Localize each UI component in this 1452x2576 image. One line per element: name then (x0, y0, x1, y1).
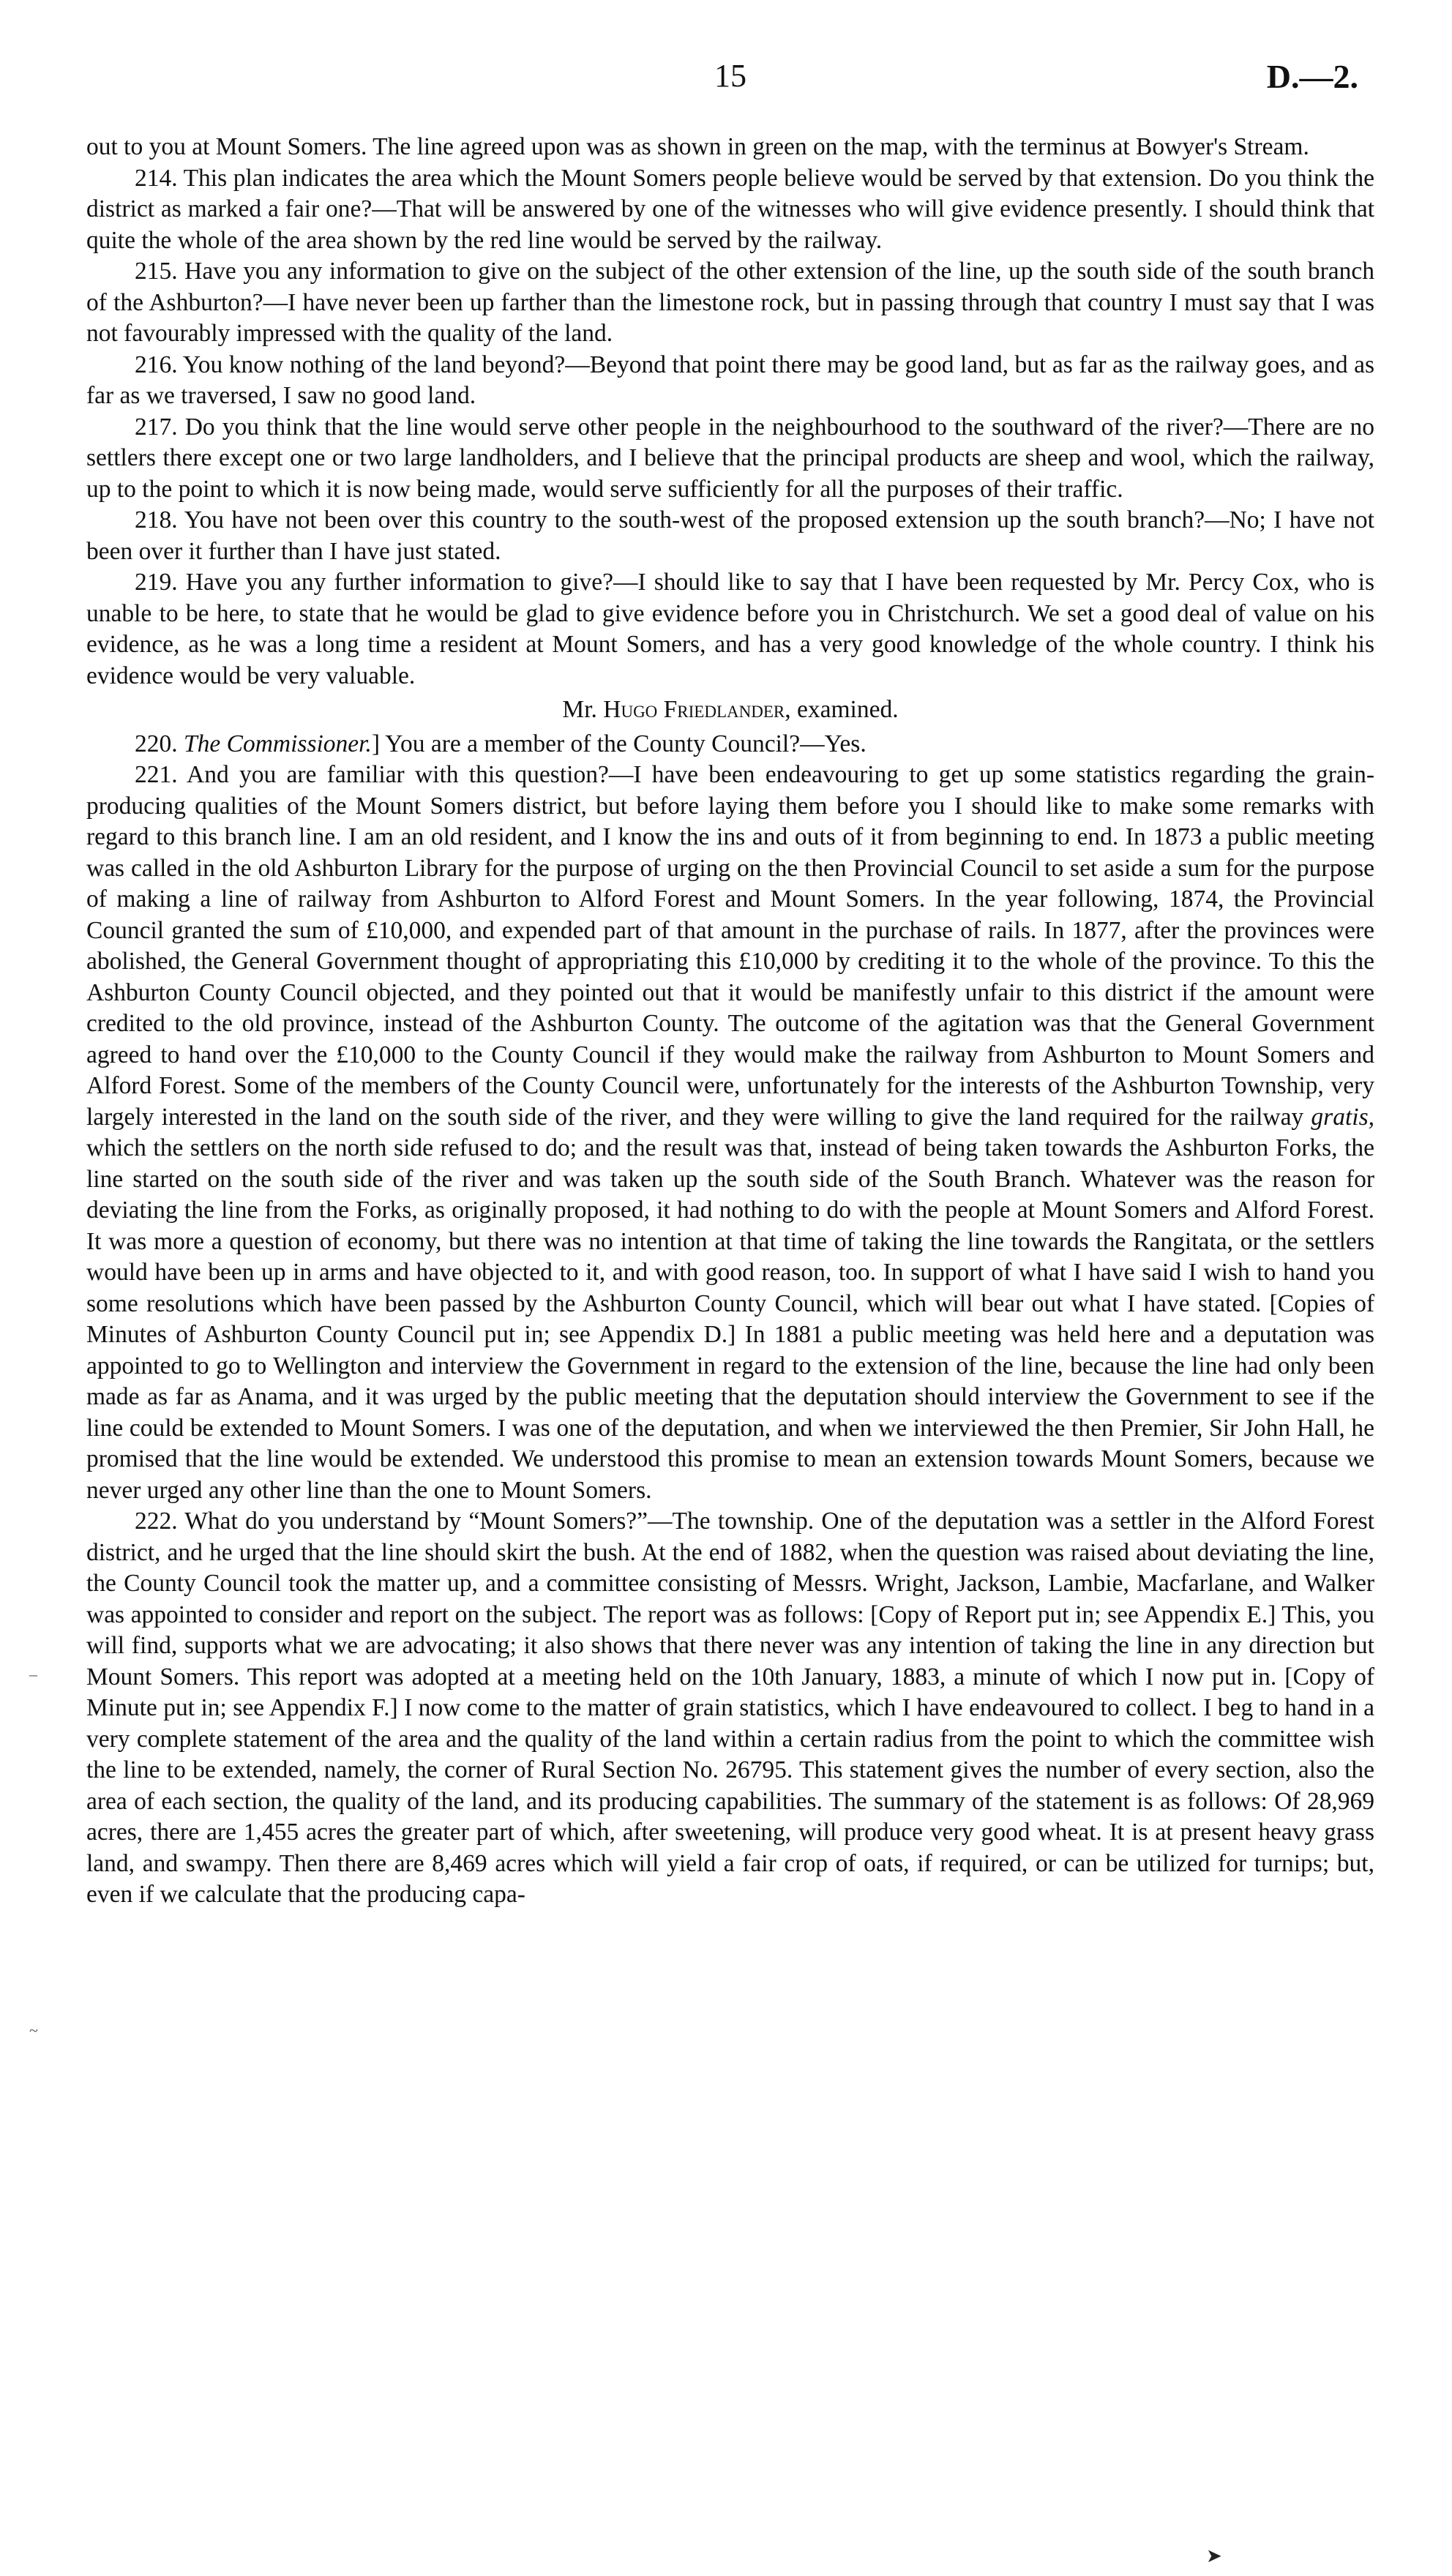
paragraph-text: What do you understand by “Mount Somers?”—The township. One of the deputation was a settler in the Alford Forest district, and he urged that the line should skirt the bush. At the end of 1882, when the question was raised about deviating the line, the County Council took the matter up, and a committee consisting of Messrs. Wright, Jackson, Lambie, Macfarlane, and Walker was appointed to consider and report on the subject. The report was as follows: [Copy of Report put in; see Appendix E.] This, you will find, supports what we are advocating; it also shows that there never was any intention of taking the line in any direction but Mount Somers. This report was adopted at a meeting held on the 10th January, 1883, a minute of which I now put in. [Copy of Minute put in; see Appendix F.] I now come to the matter of grain statistics, which I have endeavoured to collect. I beg to hand in a very complete statement of the area and the quality of the land within a certain radius from the point to which the committee wish the line to be extended, namely, the corner of Rural Section No. 26795. This statement gives the number of every section, also the area of each section, the quality of the land, and its producing capabilities. The summary of the statement is as follows: Of 28,969 acres, there are 1,455 acres the greater part of which, after sweetening, will produce very good wheat. It is at present heavy grass land, and swampy. Then there are 8,469 acres which will yield a fair crop of oats, if required, or can be utilized for turnips; but, even if we calculate that the producing capa- (86, 1508, 1374, 1908)
question-number: 219. (135, 569, 178, 596)
paragraph-222 (86, 1506, 1374, 1911)
paragraph-215 (86, 256, 1374, 350)
question-number: 215. (135, 258, 178, 285)
paragraph-218 (86, 505, 1374, 567)
witness-name: Hugo Friedlander (603, 696, 785, 723)
question-number: 217. (135, 413, 178, 441)
page-header (86, 51, 1374, 132)
paragraph-text: This plan indicates the area which the Mount Somers people believe would be served by that extension. Do you think the district as marked a fair one?—That will be answered by one of the witnesses who will give evidence presently. I should think that quite the whole of the area shown by the red line would be served by the railway. (86, 164, 1374, 254)
question-number: 221. (135, 761, 178, 788)
document-page (86, 51, 1374, 1911)
paragraph-214 (86, 163, 1374, 257)
paragraph-text: out to you at Mount Somers. The line agreed upon was as shown in green on the map, with the terminus at Bowyer's Stream. (86, 133, 1309, 160)
paragraph-text: You have not been over this country to the south-west of the proposed extension up the south branch?—No; I have not been over it further than I have just stated. (86, 506, 1374, 565)
witness-prefix: Mr. (562, 696, 604, 723)
paragraph-text: And you are familiar with this question?—I have been endeavouring to get up some statistics regarding the grain-producing qualities of the Mount Somers district, but before laying them before you I should like to make some remarks with regard to this branch line. I am an old resident, and I know the ins and outs of it from beginning to end. In 1873 a public meeting was called in the old Ashburton Library for the purpose of urging on the then Provincial Council to set aside a sum for the purpose of making a line of railway from Ashburton to Alford Forest and Mount Somers. In the year following, 1874, the Provincial Council granted the sum of £10,000, and expended part of that amount in the purchase of rails. In 1877, after the provinces were abolished, the General Government thought of appropriating this £10,000 by crediting it to the whole of the province. To this the Ashburton County Council objected, and they pointed out that it would be manifestly unfair to this district if the amount were credited to the old province, instead of the Ashburton County. The outcome of the agitation was that the General Government agreed to hand over the £10,000 to the County Council if they would make the railway from Ashburton to Mount Somers and Alford Forest. Some of the members of the County Council were, unfortunately for the interests of the Ashburton Township, very largely interested in the land on the south side of the river, and they were willing to give the land required for the railway (86, 761, 1374, 1131)
body-text (86, 132, 1374, 1911)
paragraph-221 (86, 760, 1374, 1506)
witness-heading (86, 694, 1374, 726)
paragraph-text: You know nothing of the land beyond?—Beyond that point there may be good land, but as far as the railway goes, and as far as we traversed, I saw no good land. (86, 351, 1375, 409)
question-number: 214. (135, 164, 178, 192)
document-reference: D.—2. (1266, 58, 1358, 95)
question-number: 220. (135, 730, 178, 757)
paragraph-219 (86, 567, 1374, 692)
paragraph-220 (86, 729, 1374, 760)
question-number: 218. (135, 506, 178, 533)
speaker-label: The Commissioner. (184, 730, 372, 757)
paragraph-text: Have you any further information to give?—I should like to say that I have been requested by Mr. Percy Cox, who is unable to be here, to state that he would be glad to give evidence before you in Christchurch. We set a good deal of value on his evidence, as he was a long time a resident at Mount Somers, and has a very good knowledge of the whole country. I think his evidence would be very valuable. (86, 569, 1375, 689)
question-number: 216. (135, 351, 178, 378)
question-number: 222. (135, 1508, 178, 1535)
margin-scribble-mark: ~ (29, 2021, 38, 2040)
paragraph-text: Do you think that the line would serve other people in the neighbourhood to the southward of the river?—There are no settlers there except one or two large landholders, and I believe that the principal products are sheep and wool, which the railway, up to the point to which it is now being made, would serve sufficiently for all the purposes of their traffic. (86, 413, 1375, 503)
corner-arrow-mark: ➤ (1206, 2545, 1222, 2566)
margin-dash-mark: – (29, 1665, 37, 1683)
paragraph-text: Have you any information to give on the subject of the other extension of the line, up the south side of the south branch of the Ashburton?—I have never been up farther than the limestone rock, but in passing through that country I must say that I was not favourably impressed with the quality of the land. (86, 258, 1375, 347)
witness-suffix: , examined. (785, 696, 899, 723)
paragraph-217 (86, 412, 1374, 506)
paragraph-text: ] You are a member of the County Council?—Yes. (371, 730, 867, 757)
page-number: 15 (714, 58, 746, 94)
paragraph-continuation (86, 132, 1374, 163)
paragraph-text: which the settlers on the north side refused to do; and the result was that, instead of being taken towards the Ashburton Forks, the line started on the south side of the river and was taken up the south side of the South Branch. Whatever was the reason for deviating the line from the Forks, as originally proposed, it had nothing to do with the people at Mount Somers and Alford Forest. It was more a question of economy, but there was no intention at that time of taking the line towards the Rangitata, or the settlers would have been up in arms and have objected to it, and with good reason, too. In support of what I have said I wish to hand you some resolutions which have been passed by the Ashburton County Council, which will bear out what I have stated. [Copies of Minutes of Ashburton County Council put in; see Appendix D.] In 1881 a public meeting was held here and a deputation was appointed to go to Wellington and interview the Government in regard to the extension of the line, because the line had only been made as far as Anama, and it was urged by the public meeting that the deputation should interview the Government to see if the line could be extended to Mount Somers. I was one of the deputation, and when we interviewed the then Premier, Sir John Hall, he promised that the line would be extended. We understood this promise to mean an extension towards Mount Somers, because we never urged any other line than the one to Mount Somers. (86, 1134, 1374, 1504)
italic-term: gratis, (1311, 1103, 1374, 1131)
paragraph-216 (86, 350, 1374, 412)
